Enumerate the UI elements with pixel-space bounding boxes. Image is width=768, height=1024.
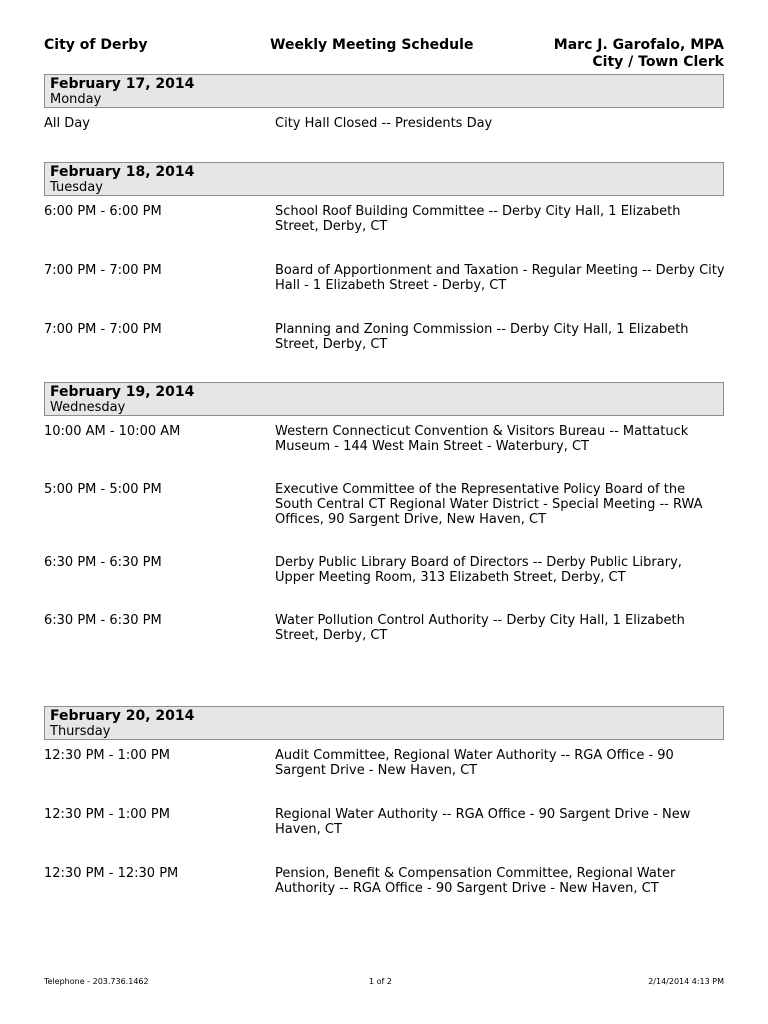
event-time: 10:00 AM - 10:00 AM (44, 424, 181, 439)
day-header (44, 382, 724, 416)
day-weekday: Monday (50, 92, 102, 107)
day-date: February 18, 2014 (50, 164, 195, 180)
event-time: 7:00 PM - 7:00 PM (44, 322, 162, 337)
event-row (44, 482, 724, 527)
footer-page-number: 1 of 2 (369, 977, 392, 986)
event-row (44, 424, 724, 454)
day-section (44, 382, 724, 643)
event-description: Planning and Zoning Commission -- Derby City Hall, 1 Elizabeth Street, Derby, CT (275, 322, 689, 352)
day-section (44, 706, 724, 896)
event-time: 7:00 PM - 7:00 PM (44, 263, 162, 278)
page-footer (44, 977, 724, 989)
event-row (44, 322, 724, 352)
day-section (44, 162, 724, 352)
event-row (44, 748, 724, 778)
page-header (44, 37, 724, 73)
event-time: 6:30 PM - 6:30 PM (44, 613, 162, 628)
event-row (44, 116, 724, 131)
event-time: 6:30 PM - 6:30 PM (44, 555, 162, 570)
event-time: All Day (44, 116, 90, 131)
day-header (44, 74, 724, 108)
event-description: Executive Committee of the Representative Policy Board of the South Central CT Regional Water District - Special Meeting -- RWA Offices, 90 Sargent Drive, New Haven, CT (275, 482, 703, 527)
event-time: 5:00 PM - 5:00 PM (44, 482, 162, 497)
footer-timestamp: 2/14/2014 4:13 PM (648, 977, 724, 986)
clerk-title: City / Town Clerk (592, 54, 724, 70)
event-description: School Roof Building Committee -- Derby City Hall, 1 Elizabeth Street, Derby, CT (275, 204, 681, 234)
event-description: Western Connecticut Convention & Visitors Bureau -- Mattatuck Museum - 144 West Main Street - Waterbury, CT (275, 424, 689, 454)
event-description: City Hall Closed -- Presidents Day (275, 116, 493, 131)
event-row (44, 263, 724, 293)
event-time: 12:30 PM - 1:00 PM (44, 748, 170, 763)
event-time: 6:00 PM - 6:00 PM (44, 204, 162, 219)
clerk-block (554, 37, 724, 71)
event-row (44, 204, 724, 234)
event-description: Board of Apportionment and Taxation - Regular Meeting -- Derby City Hall - 1 Elizabeth Street - Derby, CT (275, 263, 725, 293)
day-header (44, 162, 724, 196)
event-description: Water Pollution Control Authority -- Derby City Hall, 1 Elizabeth Street, Derby, CT (275, 613, 685, 643)
event-description: Regional Water Authority -- RGA Office - 90 Sargent Drive - New Haven, CT (275, 807, 691, 837)
day-date: February 17, 2014 (50, 76, 195, 92)
event-time: 12:30 PM - 1:00 PM (44, 807, 170, 822)
schedule-title: Weekly Meeting Schedule (270, 37, 474, 53)
day-section (44, 74, 724, 131)
day-header (44, 706, 724, 740)
day-date: February 19, 2014 (50, 384, 195, 400)
event-description: Audit Committee, Regional Water Authority -- RGA Office - 90 Sargent Drive - New Haven, CT (275, 748, 674, 778)
event-row (44, 555, 724, 585)
day-weekday: Wednesday (50, 400, 126, 415)
event-row (44, 807, 724, 837)
event-time: 12:30 PM - 12:30 PM (44, 866, 179, 881)
org-name: City of Derby (44, 37, 148, 53)
event-row (44, 613, 724, 643)
day-date: February 20, 2014 (50, 708, 195, 724)
day-weekday: Thursday (50, 724, 111, 739)
day-weekday: Tuesday (50, 180, 103, 195)
event-row (44, 866, 724, 896)
event-description: Derby Public Library Board of Directors -- Derby Public Library, Upper Meeting Room, 313 Elizabeth Street, Derby, CT (275, 555, 682, 585)
clerk-name: Marc J. Garofalo, MPA (553, 37, 724, 53)
footer-telephone: Telephone - 203.736.1462 (44, 977, 149, 986)
event-description: Pension, Benefit & Compensation Committee, Regional Water Authority -- RGA Office - 90 Sargent Drive - New Haven, CT (275, 866, 676, 896)
